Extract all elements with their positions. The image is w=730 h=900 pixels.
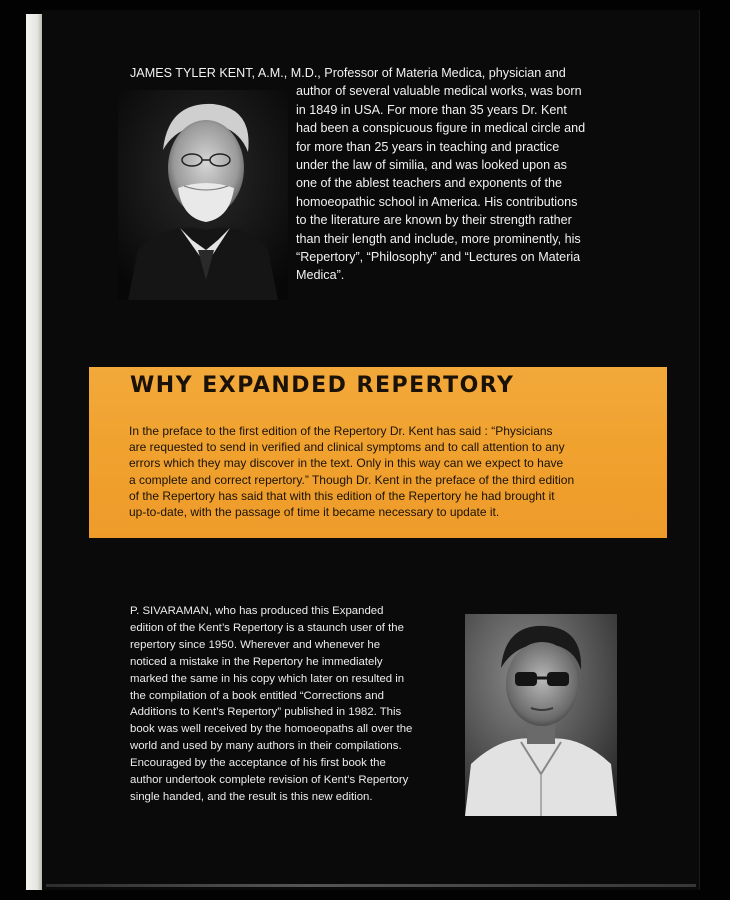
sivaraman-biography — [130, 603, 460, 806]
spine-edge — [26, 14, 42, 890]
sivaraman-portrait-photo — [465, 614, 617, 816]
kent-biography — [130, 64, 628, 285]
sivaraman-portrait-illustration — [465, 614, 617, 816]
kent-bio-line: JAMES TYLER KENT, A.M., M.D., Professor of Materia Medica, physician and — [130, 66, 566, 80]
sivaraman-bio-line: single handed, and the result is this new edition. — [130, 790, 373, 803]
banner-title: WHY EXPANDED REPERTORY — [130, 373, 515, 398]
banner-body-line: In the preface to the first edition of the Repertory Dr. Kent has said : “Physicians — [129, 424, 553, 438]
banner-body-line: up-to-date, with the passage of time it became necessary to update it. — [129, 505, 500, 520]
kent-bio-line: in 1849 in USA. For more than 35 years Dr. Kent — [296, 102, 567, 117]
banner-body-line: errors which they may discover in the text. Only in this way can we expect to have — [129, 456, 564, 471]
sivaraman-bio-line: repertory since 1950. Wherever and whenever he — [130, 638, 381, 651]
worn-edge — [46, 884, 696, 887]
sivaraman-bio-line: edition of the Kent’s Repertory is a staunch user of the — [130, 621, 404, 634]
kent-bio-line: homoeopathic school in America. His contributions — [296, 194, 578, 209]
kent-bio-line: “Repertory”, “Philosophy” and “Lectures on Materia — [296, 250, 581, 265]
kent-bio-line: had been a conspicuous figure in medical circle and — [296, 121, 586, 136]
kent-bio-line: to the literature are known by their strength rather — [296, 213, 572, 228]
sivaraman-bio-line: marked the same in his copy which later on resulted in — [130, 672, 405, 685]
sivaraman-bio-line: the compilation of a book entitled “Corrections and — [130, 689, 384, 702]
sivaraman-bio-line: Additions to Kent’s Repertory” published in 1982. This — [130, 706, 402, 719]
kent-bio-line: author of several valuable medical works, was born — [296, 84, 582, 99]
kent-bio-line: under the law of similia, and was looked upon as — [296, 158, 567, 173]
banner-body — [129, 423, 659, 520]
sivaraman-bio-line: P. SIVARAMAN, who has produced this Expanded — [130, 605, 384, 617]
kent-bio-line: than their length and include, more prominently, his — [296, 231, 581, 246]
why-expanded-banner — [89, 367, 667, 538]
banner-body-line: are requested to send in verified and clinical symptoms and to call attention to any — [129, 440, 565, 455]
sivaraman-bio-line: book was well received by the homoeopaths all over the — [130, 723, 413, 736]
sivaraman-bio-line: Encouraged by the acceptance of his first book the — [130, 757, 386, 770]
banner-body-line: of the Repertory has said that with this edition of the Repertory he had brought it — [129, 488, 555, 503]
kent-bio-line: Medica”. — [296, 268, 345, 283]
sivaraman-bio-line: world and used by many authors in their compilations. — [130, 740, 402, 753]
sivaraman-bio-line: author undertook complete revision of Kent’s Repertory — [130, 774, 409, 787]
sivaraman-bio-line: noticed a mistake in the Repertory he immediately — [130, 655, 383, 668]
kent-bio-line: one of the ablest teachers and exponents of the — [296, 176, 563, 191]
banner-body-line: a complete and correct repertory.” Though Dr. Kent in the preface of the third edition — [129, 472, 575, 487]
kent-bio-line: for more than 25 years in teaching and practice — [296, 139, 560, 154]
